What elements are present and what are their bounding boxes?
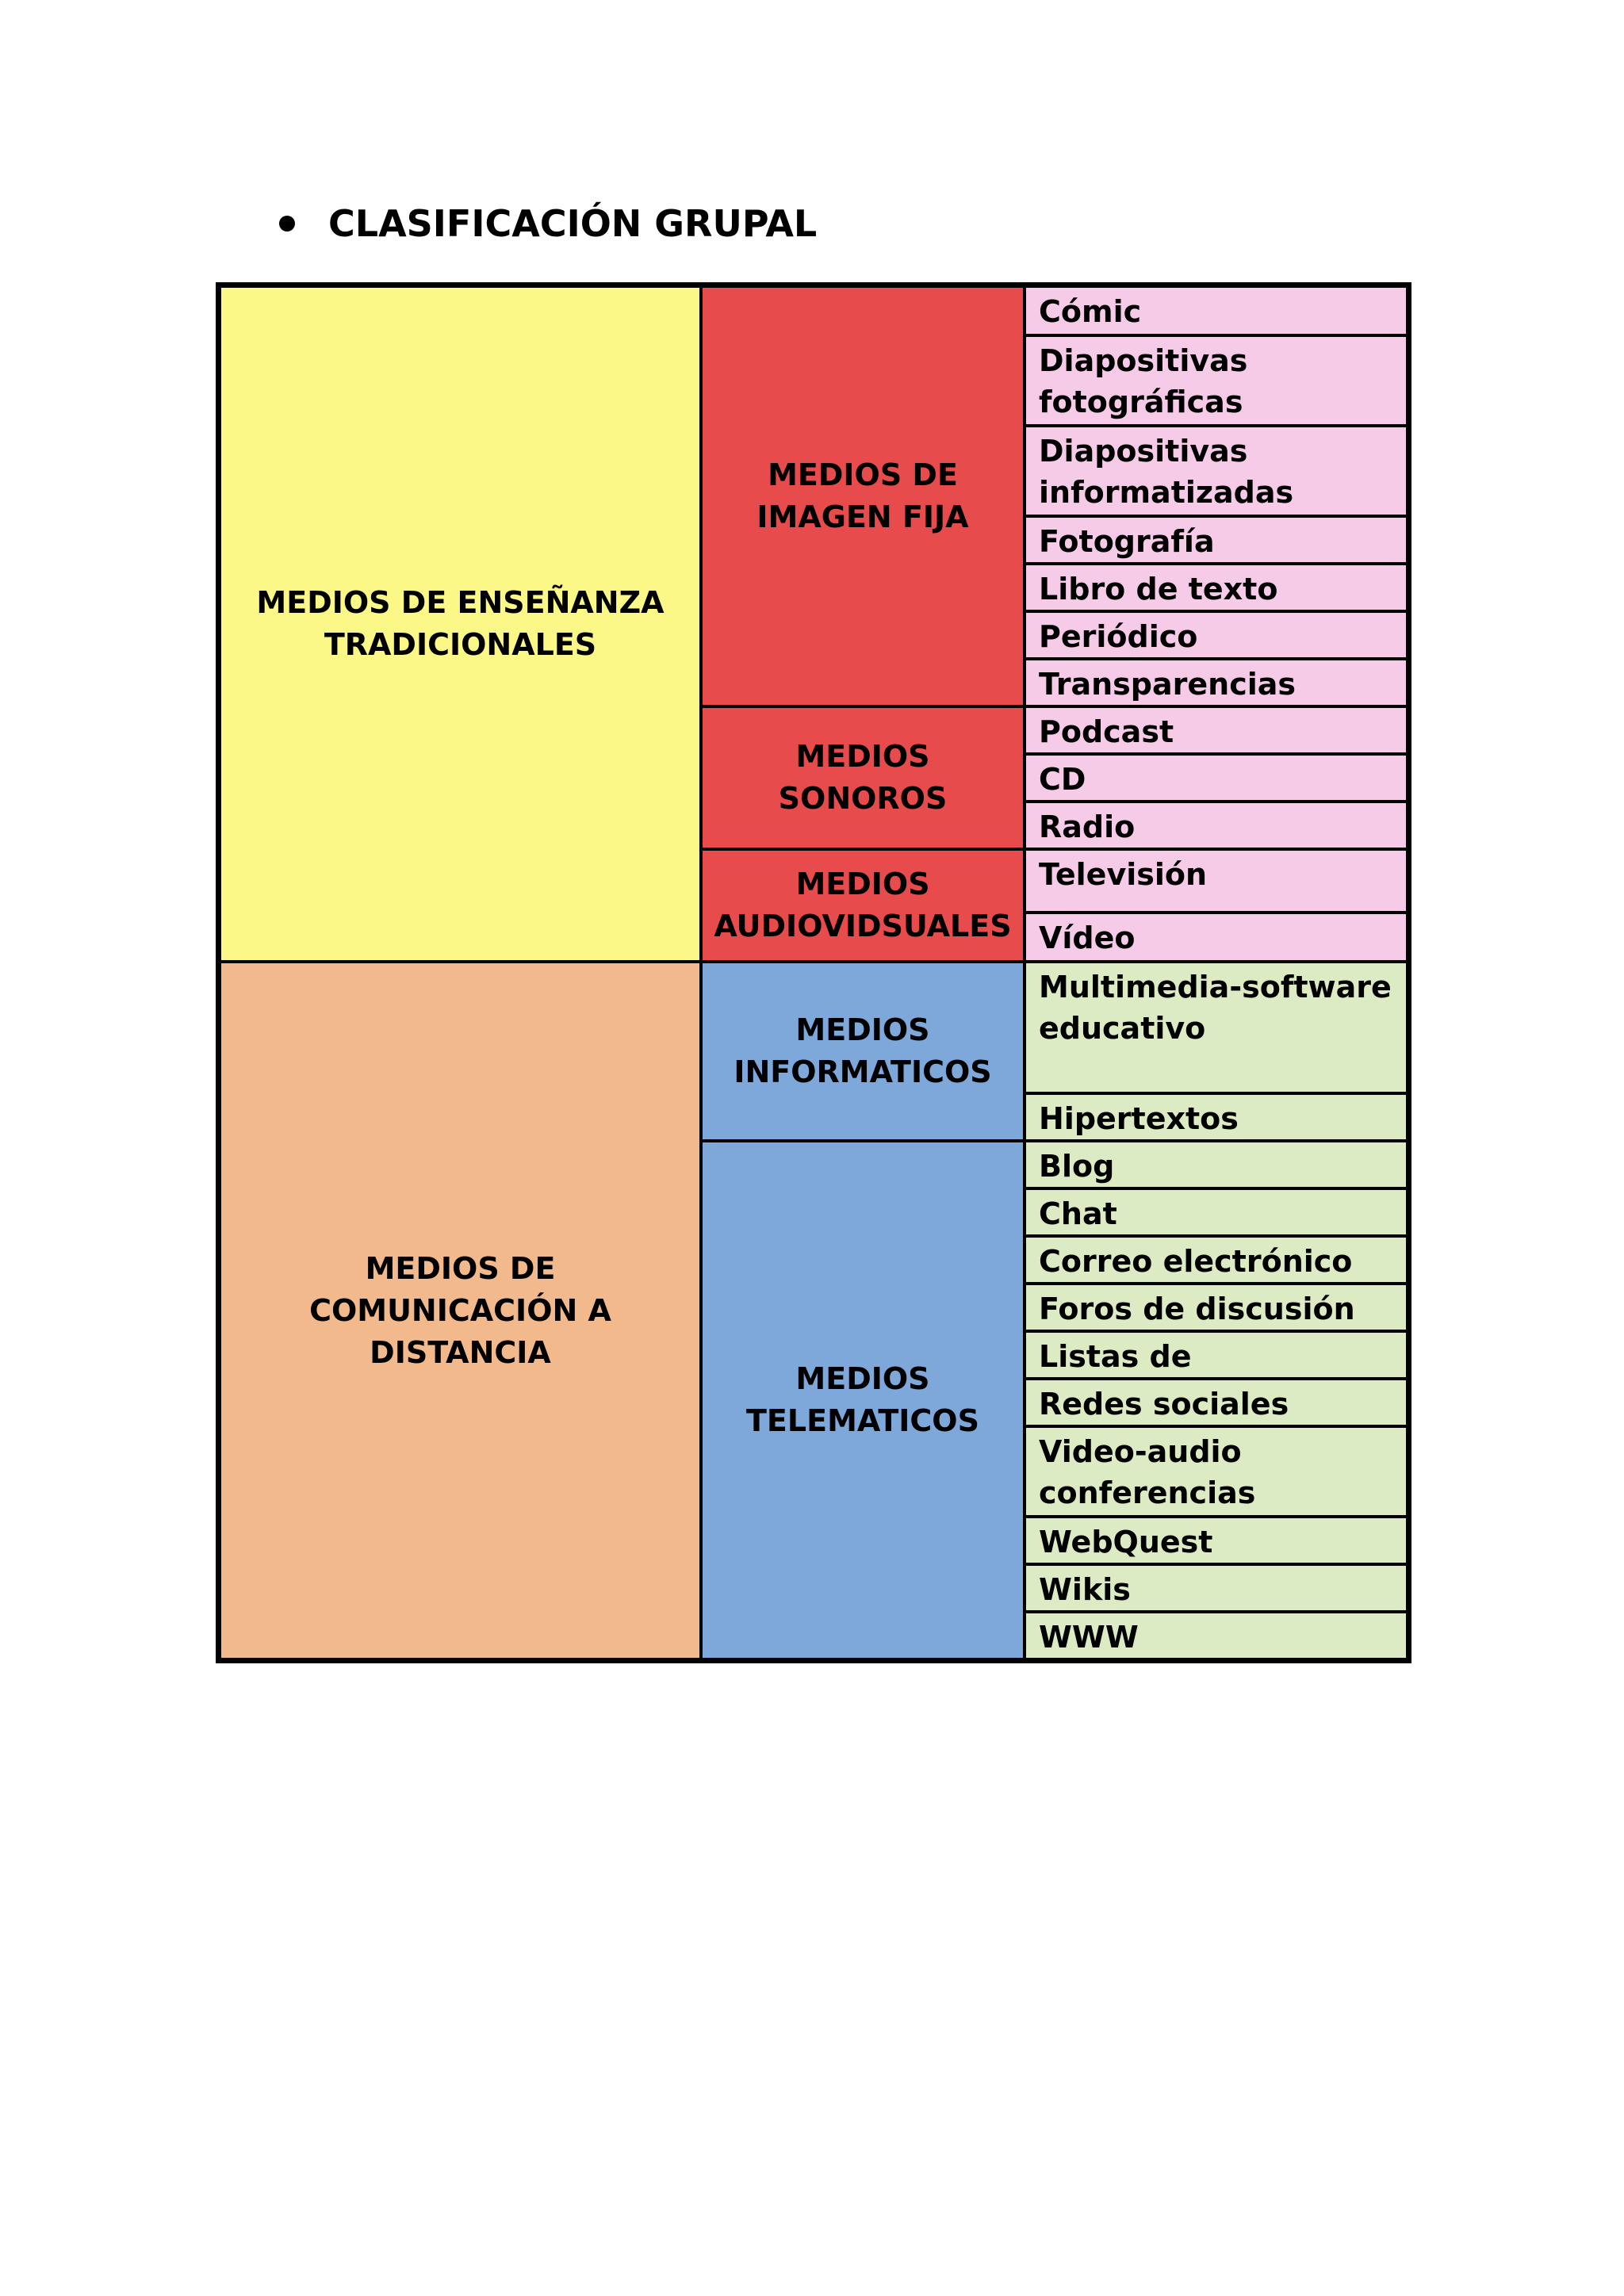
item-television: Televisión — [1025, 849, 1408, 913]
item-radio: Radio — [1025, 802, 1408, 849]
page-title-text: CLASIFICACIÓN GRUPAL — [328, 202, 818, 245]
item-webquest: WebQuest — [1025, 1517, 1408, 1564]
item-diapositivas-fotograficas: Diapositivas fotográficas — [1025, 335, 1408, 426]
subgroup-imagen-fija: MEDIOS DE IMAGEN FIJA — [701, 286, 1025, 706]
item-transparencias: Transparencias — [1025, 659, 1408, 706]
item-blog: Blog — [1025, 1141, 1408, 1188]
classification-table — [216, 282, 1411, 1663]
item-video-audio-conferencias: Video-audio conferencias — [1025, 1426, 1408, 1517]
item-chat: Chat — [1025, 1188, 1408, 1236]
group-distance: MEDIOS DE COMUNICACIÓN A DISTANCIA — [220, 962, 701, 1659]
item-video: Vídeo — [1025, 913, 1408, 962]
item-periodico: Periódico — [1025, 611, 1408, 659]
item-foros-de-discusion: Foros de discusión — [1025, 1284, 1408, 1331]
group-traditional: MEDIOS DE ENSEÑANZA TRADICIONALES — [220, 286, 701, 962]
bullet-icon — [279, 216, 295, 232]
item-comic: Cómic — [1025, 286, 1408, 335]
item-listas-de-distribucion: Listas de — [1025, 1331, 1408, 1379]
page-title — [279, 193, 817, 254]
item-www: WWW — [1025, 1612, 1408, 1659]
item-fotografia: Fotografía — [1025, 516, 1408, 564]
item-redes-sociales: Redes sociales — [1025, 1379, 1408, 1426]
subgroup-sonoros: MEDIOS SONOROS — [701, 706, 1025, 849]
item-multimedia-software: Multimedia-software educativo — [1025, 962, 1408, 1093]
item-correo-electronico: Correo electrónico — [1025, 1236, 1408, 1284]
item-libro-de-texto: Libro de texto — [1025, 564, 1408, 611]
subgroup-telematicos: MEDIOS TELEMATICOS — [701, 1141, 1025, 1659]
item-wikis: Wikis — [1025, 1564, 1408, 1612]
subgroup-audiovisuales: MEDIOS AUDIOVIDSUALES — [701, 849, 1025, 962]
item-hipertextos: Hipertextos — [1025, 1093, 1408, 1141]
item-diapositivas-informatizadas: Diapositivas informatizadas — [1025, 426, 1408, 516]
item-podcast: Podcast — [1025, 706, 1408, 754]
subgroup-informaticos: MEDIOS INFORMATICOS — [701, 962, 1025, 1141]
item-cd: CD — [1025, 754, 1408, 802]
